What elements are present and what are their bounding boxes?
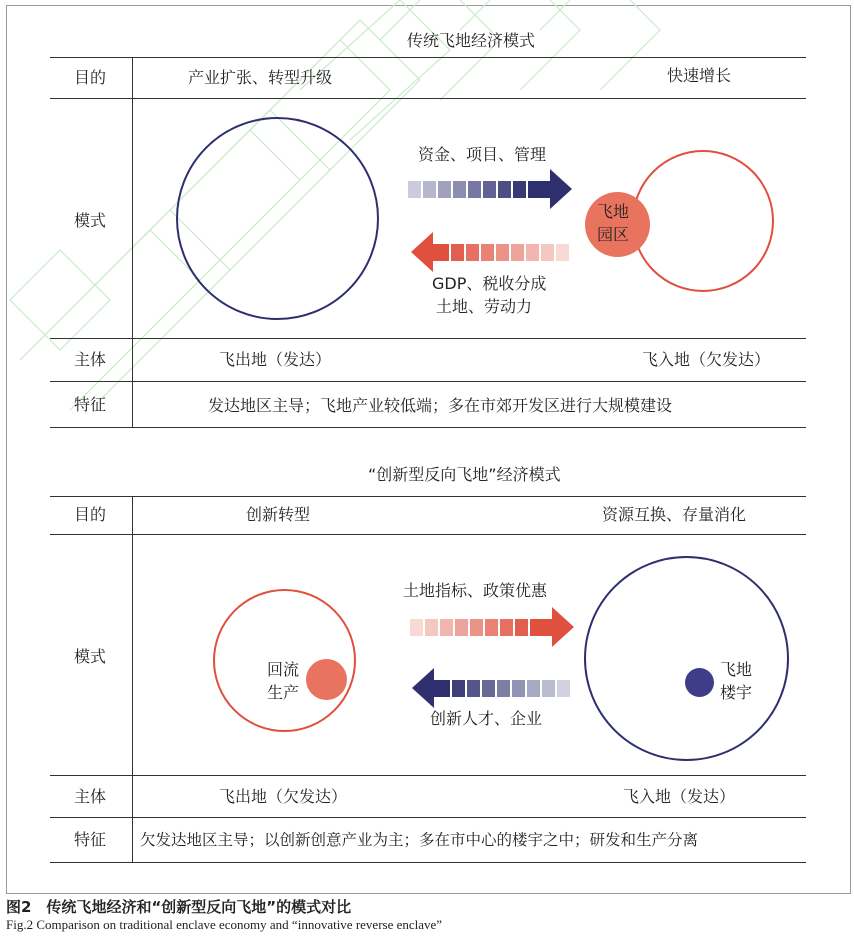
origin-circle	[176, 117, 379, 320]
divider	[50, 98, 806, 99]
arrow-bottom-label: 创新人才、企业	[430, 709, 543, 728]
row-label-mode: 模式	[74, 211, 107, 230]
return-production-label: 生产	[267, 683, 300, 702]
enclave-building-label: 楼宇	[720, 683, 753, 702]
row-label-feature: 特征	[74, 830, 107, 849]
right-arrow-navy	[408, 169, 572, 209]
purpose-right: 资源互换、存量消化	[602, 505, 747, 524]
figure-caption-cn: 图2 传统飞地经济和“创新型反向飞地”的模式对比	[6, 898, 352, 916]
divider-vertical	[132, 496, 133, 862]
enclave-park-label: 飞地	[597, 202, 630, 221]
subject-right: 飞入地（发达）	[623, 787, 736, 806]
row-label-purpose: 目的	[74, 68, 107, 87]
row-label-purpose: 目的	[74, 505, 107, 524]
reverse-title: “创新型反向飞地”经济模式	[368, 465, 561, 484]
right-arrow-red	[410, 607, 574, 647]
feature-text: 欠发达地区主导；以创新创意产业为主；多在市中心的楼宇之中；研发和生产分离	[140, 831, 699, 849]
divider	[50, 57, 806, 58]
return-production-label: 回流	[267, 660, 300, 679]
divider	[50, 381, 806, 382]
subject-right: 飞入地（欠发达）	[642, 350, 771, 369]
row-label-feature: 特征	[74, 395, 107, 414]
destination-circle	[584, 556, 789, 761]
arrow-top-label: 资金、项目、管理	[418, 145, 547, 164]
left-arrow-navy	[412, 668, 572, 708]
divider	[50, 338, 806, 339]
divider	[50, 817, 806, 818]
enclave-building-label: 飞地	[720, 660, 753, 679]
row-label-subject: 主体	[74, 787, 107, 806]
purpose-left: 产业扩张、转型升级	[188, 68, 333, 87]
feature-text: 发达地区主导；飞地产业较低端；多在市郊开发区进行大规模建设	[208, 396, 673, 415]
divider	[50, 427, 806, 428]
purpose-left: 创新转型	[246, 505, 311, 524]
enclave-park-label: 园区	[597, 225, 630, 244]
arrow-top-label: 土地指标、政策优惠	[403, 581, 548, 600]
return-production-dot	[306, 659, 347, 700]
purpose-right: 快速增长	[667, 66, 732, 85]
divider	[50, 534, 806, 535]
traditional-title: 传统飞地经济模式	[407, 31, 536, 50]
arrow-bottom-label: GDP、税收分成	[432, 274, 547, 293]
subject-left: 飞出地（发达）	[219, 350, 332, 369]
divider-vertical	[132, 57, 133, 427]
divider	[50, 775, 806, 776]
arrow-bottom-label: 土地、劳动力	[436, 297, 533, 316]
row-label-mode: 模式	[74, 647, 107, 666]
divider	[50, 496, 806, 497]
destination-circle	[632, 150, 774, 292]
divider	[50, 862, 806, 863]
enclave-building-dot	[685, 668, 714, 697]
subject-left: 飞出地（欠发达）	[219, 787, 348, 806]
row-label-subject: 主体	[74, 350, 107, 369]
figure-caption-en: Fig.2 Comparison on traditional enclave economy and “innovative reverse enclave”	[6, 917, 443, 932]
left-arrow-red	[411, 232, 571, 272]
